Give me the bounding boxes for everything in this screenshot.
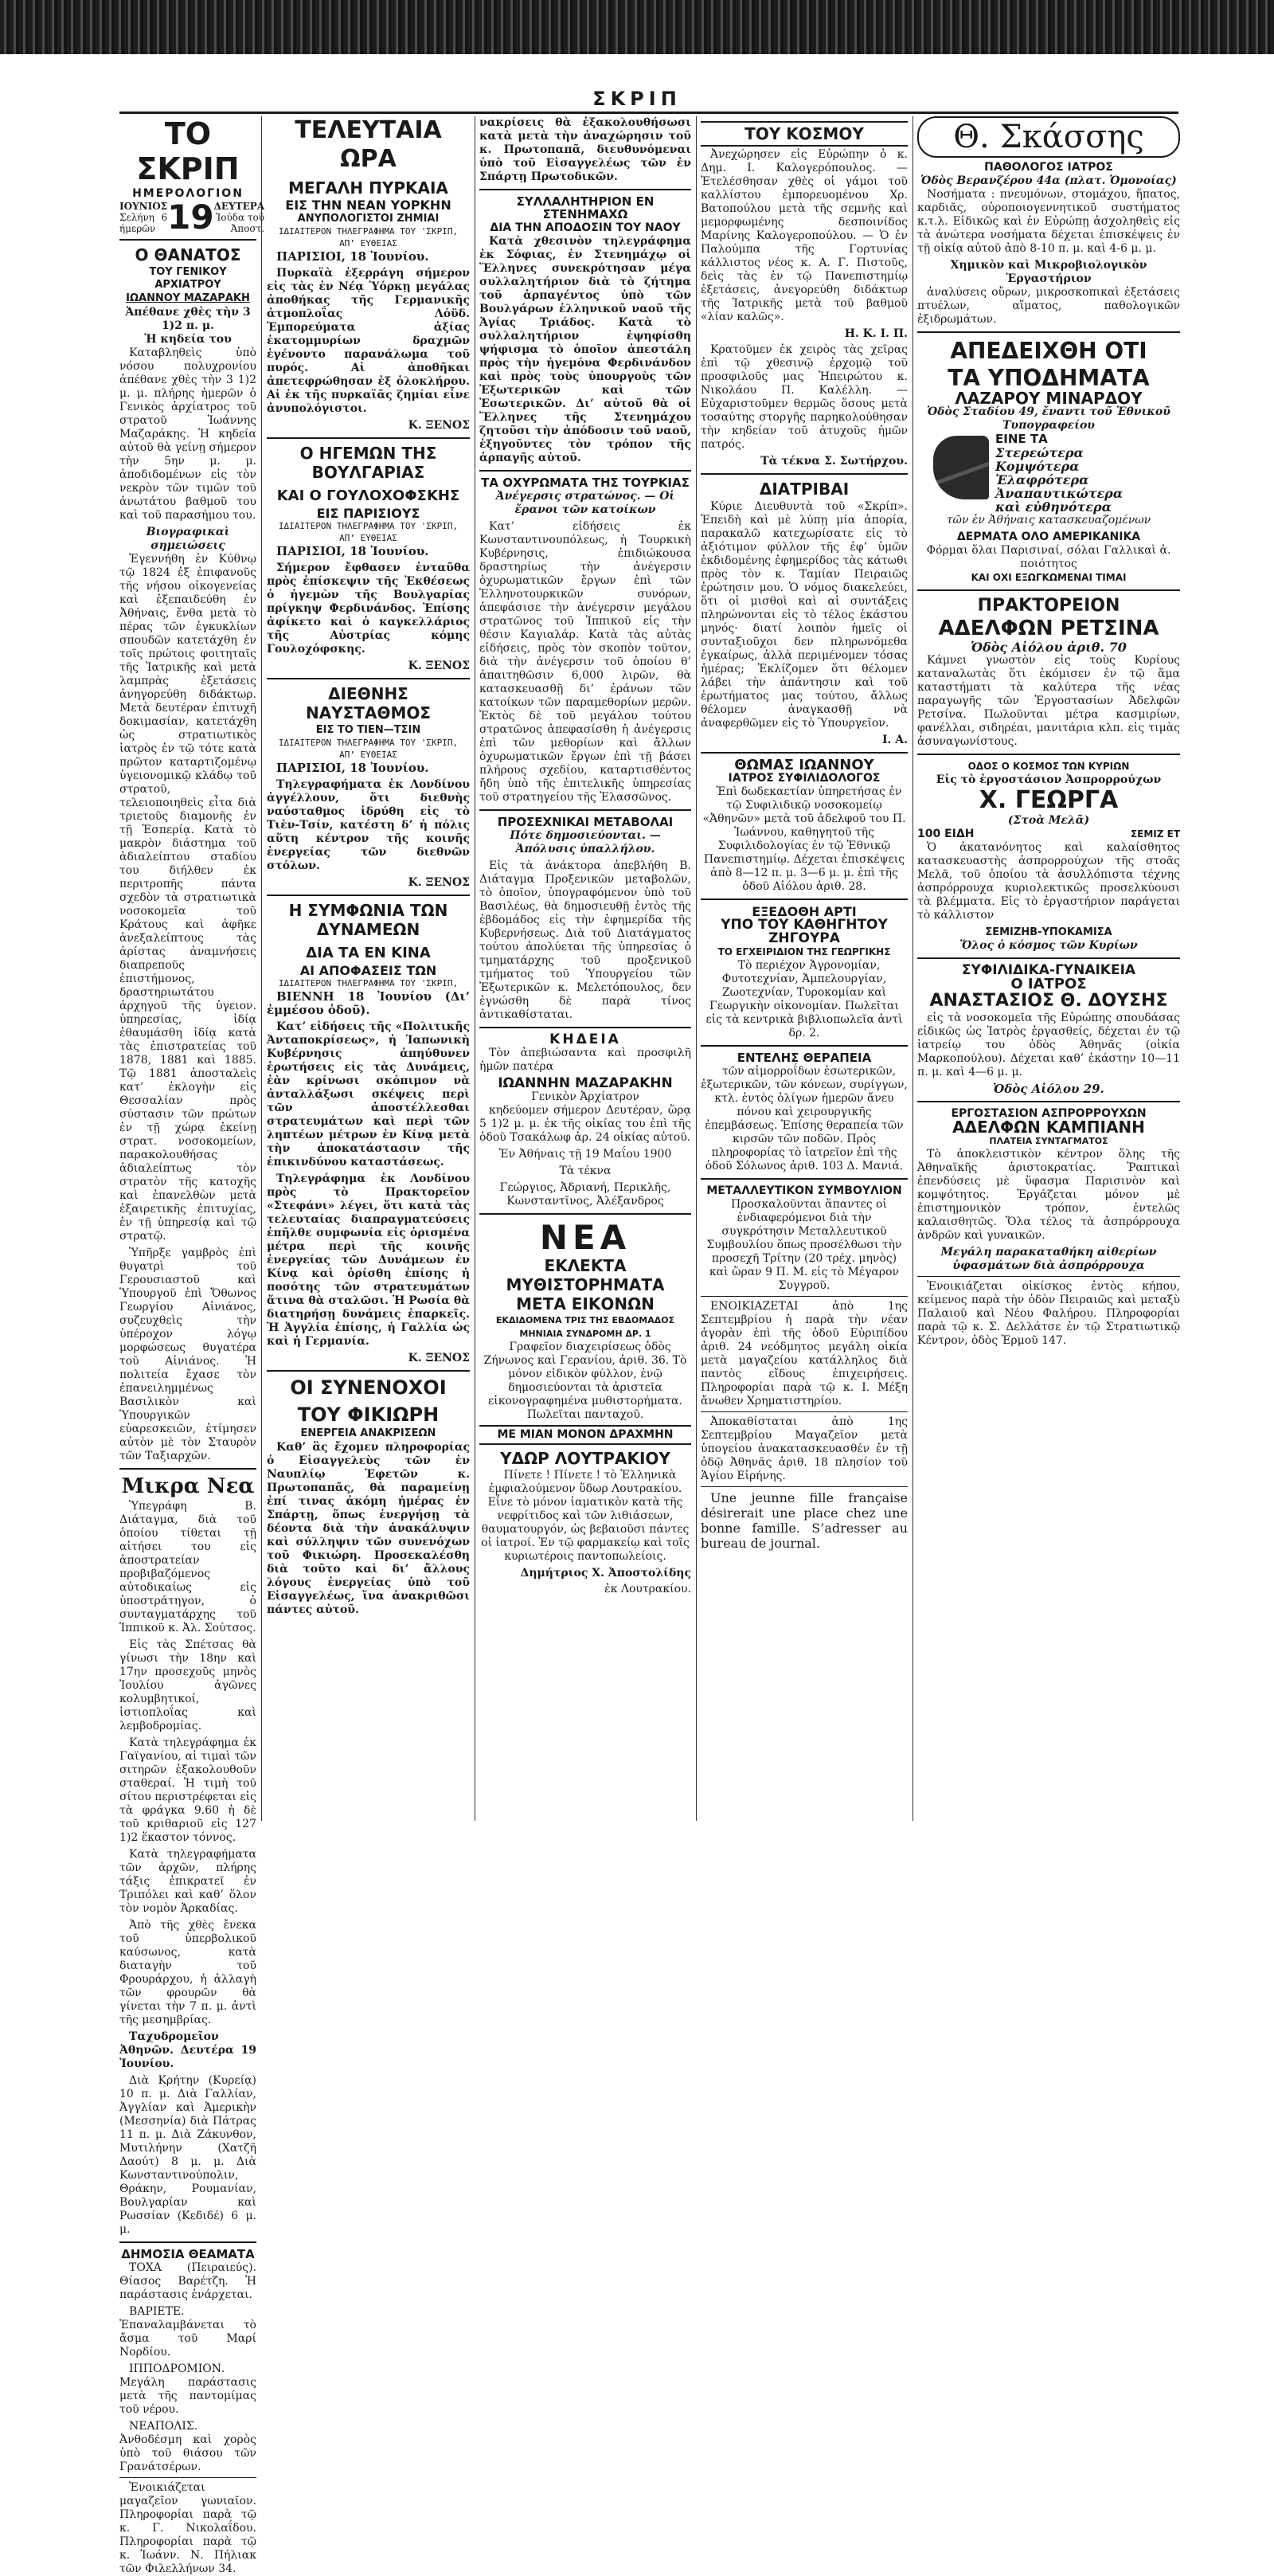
story-body: Σήμερον ἔφθασεν ἐνταῦθα πρὸς ἐπίσκεψιν τῆς Ἐκθέσεως ὁ ἡγεμὼν τῆς Βουλγαρίας πρίγκηψ Φερδινάνδος. Ἐπίσης ἀφίκετο καὶ ὁ καγκελλάριος τῆς Αὐστρίας κόμης Γουλοχόφσκης. (267, 562, 470, 656)
story-body: Τηλεγράφημα ἐκ Λονδίνου πρὸς τὸ Πρακτορεῖον «Στεφάνι» λέγει, ὅτι κατὰ τὰς τελευταίας διαπραγματεύσεις ἐπῆλθε συμφωνία εἰς ὁρισμένα μέτρα περὶ τῆς κοινῆς ἐνεργείας τῶν Δυνάμεων ἐν Κίνᾳ καὶ ὁρίσθη ἐπίσης ἡ ποσότης τῶν στρατευμάτων ἅτινα θὰ σταλῶσι. Ἡ Ρωσία θὰ διατηρήσῃ δυνάμεις ἐπαρκεῖς. Ἡ Ἀγγλία ἐπίσης, ἡ Γαλλία ὡς καὶ ἡ Γερμανία. (267, 1173, 470, 1348)
story-body: Καθ’ ἃς ἔχομεν πληροφορίας ὁ Εἰσαγγελεὺς τῶν ἐν Ναυπλίῳ Ἐφετῶν κ. Πρωτοπαπᾶς, θὰ παραμείνῃ ἐπί τινας ἀκόμη ἡμέρας ἐν Σπάρτῃ, ὅπως ἐνεργήσῃ τὰ δέοντα διὰ τὴν ἀνακάλυψιν καὶ σύλληψιν τῶν συνενόχων τοῦ Φικιώρη. Προσεκαλέσθη διὰ τοῦτο καὶ δι’ ἄλλους λόγους ἐνεργείας ὑπὸ τοῦ Εἰσαγγελέως, ἵνα ἀνακριθῶσι πάντες αὐτοῦ. (267, 1441, 470, 1616)
ad-headline: ΣΥΦΙΛΙΔΙΚΑ-ΓΥΝΑΙΚΕΙΑ (961, 962, 1136, 978)
ad-feature: Στερεώτερα (995, 445, 1084, 460)
ad-price: ΜΕ ΜΙΑΝ ΜΟΝΟΝ ΔΡΑΧΜΗΝ (479, 1425, 691, 1445)
story-headline: Ο ΗΓΕΜΩΝ ΤΗΣ ΒΟΥΛΓΑΡΙΑΣ (299, 444, 437, 482)
news-item: Κατὰ τηλεγραφήματα τῶν ἀρχῶν, πλήρης τάξις ἐπικρατεῖ ἐν Τριπόλει καὶ καθ’ ὅλον τὸν νομὸν Ἀρκαδίας. (119, 1848, 256, 1915)
ad-feature: Ἐλαφρότερα (995, 472, 1089, 487)
story-body: Κατ’ εἰδήσεις τῆς «Πολιτικῆς Ἀνταποκρίσεως», ἡ Ἰαπωνικὴ Κυβέρνησις ἀπηύθυνεν ἐρωτήσεις εἰς τὰς Δυνάμεις, ἐὰν κρίνωσι σκόπιμον νὰ ἀνταλλάξωσι σκέψεις περὶ τῶν ἀποστέλλεσθαι στρατευμάτων καὶ περὶ τῶν ληπτέων μέτρων ἐν Κίνᾳ μετὰ τὴν ἀποκατάστασιν τῆς ἐπικινδύνου καταστάσεως. (267, 1020, 470, 1169)
bio-heading: Βιογραφικαὶ σημειώσεις (146, 526, 230, 552)
divider (119, 239, 256, 241)
day-number: 19 (167, 198, 214, 237)
divider (119, 1468, 256, 1470)
divider (917, 754, 1180, 755)
ad-name: ΑΝΑΣΤΑΣΙΟΣ Θ. ΔΟΥΣΗΣ (929, 991, 1168, 1011)
divider (917, 1101, 1180, 1102)
divider (267, 1370, 470, 1372)
theatre-item: ΙΠΠΟΔΡΟΜΙΟΝ. Μεγάλη παράστασις μετὰ τῆς παντομίμας τοῦ νέρου. (119, 2363, 256, 2416)
article-paragraph: Ὑπῆρξε γαμβρὸς ἐπὶ θυγατρὶ τοῦ Γερουσιαστοῦ καὶ Ὑπουργοῦ ἐπὶ Ὄθωνος Γεωργίου Αἰνιάνος, συζευχθεὶς τὴν ὑπέροχον λόγῳ μορφώσεως θυγατέρα τοῦ Αἰνιάνος. Ἡ πολιτεία ἔχασε τὸν ἐπανειλημμένως Βασιλικὸν καὶ Ὑπουργικῶν εὐαρεσκειῶν, ἐτίμησεν αὐτὸν μὲ τὸν Σταυρὸν τῶν Ταξιαρχῶν. (119, 1247, 256, 1462)
doctor-name: Θ. Σκάσσης (917, 116, 1180, 158)
news-item: Ὑπεγράφη Β. Διάταγμα, διὰ τοῦ ὁποίου τίθεται τῇ αἰτήσει του εἰς ἀποστρατείαν προβιβαζόμενος αὐτοδικαίως εἰς ὑποστράτηγον, ὁ συνταγματάρχης τοῦ Ἱππικοῦ κ. Ἀλ. Σούτσος. (119, 1500, 256, 1634)
story-subheadline: ΕΙΣ ΤΗΝ ΝΕΑΝ ΥΟΡΚΗΝ (285, 198, 451, 213)
story-headline: ΣΥΛΛΑΛΗΤΗΡΙΟΝ ΕΝ ΣΤΕΝΗΜΑΧΩ (516, 194, 655, 221)
ad-items: ΣΕΜΙΖ ΕΤ (1130, 828, 1180, 840)
ad-feature: ΕΙΝΕ ΤΑ (995, 432, 1048, 446)
ad-subheadline: ΑΔΕΛΦΩΝ ΚΑΜΠΙΑΝΗ (952, 1118, 1145, 1137)
story-headline: ΔΙΕΘΝΗΣ ΝΑΥΣΤΑΘΜΟΣ (305, 684, 432, 722)
correspondent-signature: Κ. ΞΕΝΟΣ (408, 876, 470, 889)
month-label: ΙΟΥΝΙΟΣ (119, 201, 168, 212)
divider (701, 1178, 908, 1180)
classified-ad-french: Une jeunne fille française désirerait une place chez une bonne famille. S’adresser au bureau de journal. (701, 1490, 908, 1551)
date-box (119, 198, 265, 237)
ad-body: ἀναλύσεις οὔρων, μικροσκοπικαὶ ἐξετάσεις πτυέλων, αἵματος, παθολογικῶν ἐξιδρωμάτων. (917, 286, 1180, 326)
ad-subheadline: ΜΕΤΑ ΕΙΚΟΝΩΝ (516, 1294, 655, 1313)
shoes-ad (917, 338, 1180, 585)
divider (701, 1296, 908, 1297)
article-paragraph: Καταβληθεὶς ὑπὸ νόσου πολυχρονίου ἀπέθανε χθὲς τὴν 3 1)2 μ. μ. πλήρης ἡμερῶν ὁ Γενικὸς ἀρχίατρος τοῦ στρατοῦ Ἰωάννης Μαζαράκης. Ἡ κηδεία αὐτοῦ θὰ γείνῃ σήμερον τὴν 5ην μ. μ. ἀποδιδομένων εἰς τὸν νεκρὸν τῶν τιμῶν τοῦ ἀνωτάτου βαθμοῦ του καὶ τοῦ παρασήμου του. (119, 346, 256, 522)
theatre-heading: ΔΗΜΟΣΙΑ ΘΕΑΜΑΤΑ (121, 2247, 255, 2261)
column-5 (917, 116, 1180, 1821)
letters-heading: ΔΙΑΤΡΙΒΑΙ (759, 480, 850, 499)
ad-feature: Κομψότερα (995, 459, 1080, 474)
ad-subheadline: ΙΑΤΡΟΣ ΣΥΦΙΛΙΔΟΛΟΓΟΣ (728, 772, 881, 785)
story-headline: Η ΣΥΜΦΩΝΙΑ ΤΩΝ ΔΥΝΑΜΕΩΝ (288, 901, 448, 939)
divider (267, 437, 470, 439)
ad-headline: ΕΡΓΟΣΤΑΣΙΟΝ ΑΣΠΡΟΡΡΟΥΧΩΝ (951, 1107, 1147, 1120)
story-headline: ΤΑ ΟΧΥΡΩΜΑΤΑ ΤΗΣ ΤΟΥΡΚΙΑΣ (481, 476, 690, 490)
ad-address: Ὁδὸς Σταδίου 49, ἔναντι τοῦ Ἐθνικοῦ Τυπογραφείου (927, 405, 1170, 432)
venereal-doctor-ad (917, 964, 1180, 1096)
theatre-item: ΝΕΑΠΟΛΙΣ. Ἀνθοδέσμη καὶ χορὸς ὑπὸ τοῦ θιάσου τῶν Γρανάτσέρων. (119, 2420, 256, 2473)
water-ad (479, 1448, 691, 1596)
deceased-name: ΙΩΑΝΝΗΝ ΜΑΖΑΡΑΚΗΝ (498, 1075, 673, 1091)
divider (479, 1213, 691, 1215)
ad-subheadline: ΕΚΔΙΔΟΜΕΝΑ ΤΡΙΣ ΤΗΣ ΕΒΔΟΜΑΔΟΣ (495, 1315, 675, 1325)
funeral-notice-names: Γεώργιος, Ἀδριανή, Περικλῆς, Κωνσταντῖνος, Ἀλέξανδρος (499, 1181, 671, 1208)
doctor-role: ΠΑΘΟΛΟΓΟΣ ΙΑΤΡΟΣ (984, 161, 1113, 174)
funeral-notice-heading: ΚΗΔΕΙΑ (549, 1032, 621, 1047)
death-subheadline: ΤΟΥ ΓΕΝΙΚΟΥ ΑΡΧΙΑΤΡΟΥ (149, 266, 227, 291)
agency-ad (917, 596, 1180, 749)
post-heading: Ταχυδρομεῖον Ἀθηνῶν. Δευτέρα 19 Ἰουνίου. (119, 2030, 256, 2070)
news-item: Εἰς τὰς Σπέτσας θὰ γίνωσι τὴν 18ην καὶ 17ην προσεχοῦς μηνὸς Ἰουλίου ἀγῶνες κολυμβητικοί, ἱστιοπλοΐας καὶ λεμβοδρομίας. (119, 1638, 256, 1732)
page-masthead: ΣΚΡΙΠ (592, 88, 682, 110)
masthead-rule (119, 112, 1178, 114)
society-signature: Τὰ τέκνα Σ. Σωτήρχου. (760, 455, 908, 468)
shirts-ad (917, 760, 1180, 953)
classified-ad: Ἐνοικιάζεται μαγαζεῖον γωνιαῖον. Πληροφορίαι παρὰ τῷ κ. Γ. Νικολαΐδου. Πληροφορίαι παρὰ τῷ κ. Ἰωάνν. Ν. Πήλιακ τῶν Φιλελλήνων 34. (119, 2481, 256, 2575)
column-1 (119, 116, 265, 2575)
divider (917, 1276, 1180, 1277)
ad-body: Τὸ περιέχον Ἀγρονομίαν, Φυτοτεχνίαν, Ἀμπελουργίαν, Ζωοτεχνίαν, Τυροκομίαν καὶ Γεωργικὴν οἰκονομίαν. Πωλεῖται εἰς τὰ κεντρικὰ βιβλιοπωλεῖα ἀντὶ δρ. 2. (705, 959, 903, 1039)
divider (119, 2241, 256, 2243)
scan-edge-strip (0, 0, 1274, 54)
theatre-item: ΒΑΡΙΕΤΕ. Ἐπαναλαμβάνεται τὸ ἄσμα τοῦ Μαρί Νορδίου. (119, 2305, 256, 2359)
deceased-role: Γενικὸν Ἀρχίατρον (531, 1090, 639, 1103)
divider (267, 678, 470, 679)
ad-body: Προσκαλοῦνται ἅπαντες οἱ ἐνδιαφερόμενοι διὰ τὴν συγκρότησιν Μεταλλευτικοῦ Συμβουλίου ὅπως προσέλθωσι τὴν προσεχῆ Τρίτην (20 τρέχ. μηνὸς) καὶ ὥραν 9 Π. Μ. εἰς τὸ Μέγαρον Συγγροῦ. (706, 1198, 902, 1292)
story-headline: ΜΕΓΑΛΗ ΠΥΡΚΑΙΑ (288, 178, 448, 198)
calendar-heading: ΗΜΕΡΟΛΟΓΙΟΝ (132, 187, 244, 200)
ad-subheadline: ΛΑΖΑΡΟΥ ΜΙΝΑΡΔΟΥ (955, 389, 1143, 408)
society-heading: ΤΟΥ ΚΟΣΜΟΥ (701, 121, 908, 147)
death-headline: Ο ΘΑΝΑΤΟΣ (135, 245, 241, 264)
story-subheadline: ΕΝΕΡΓΕΙΑ ΑΝΑΚΡΙΣΕΩΝ (300, 1427, 436, 1439)
ad-address: Ὁδὸς Αἰόλου ἀριθ. 70 (971, 640, 1127, 655)
post-schedule: Διὰ Κρήτην (Κυρείᾳ) 10 π. μ. Διὰ Γαλλίαν, Ἀγγλίαν καὶ Ἀμερικὴν (Μεσσηνία) διὰ Πάτρας 11 π. μ. Διὰ Ζάκυνθον, Μυτιλήνην (Χατζῆ Δαούτ) 8 μ. μ. Διὰ Κωνσταντινούπολιν, Θράκην, Ρουμανίαν, Βουλγαρίαν καὶ Ρωσσίαν (Κεδιδέ) 6 μ. μ. (119, 2074, 256, 2236)
ad-subheadline: ΤΑ ΥΠΟΔΗΜΑΤΑ (948, 365, 1150, 391)
story-subheadline: ΕΙΣ ΤΟ ΤΙΕΝ—ΤΣΙΝ (315, 724, 421, 736)
divider (479, 189, 691, 190)
weekday-label: ΔΕΥΤΕΡΑ (213, 201, 265, 212)
news-item: Κατὰ τηλεγράφημα ἐκ Γαϊγανίου, αἱ τιμαὶ τῶν σιτηρῶν ἐξακολουθοῦν σταθεραί. Ἡ τιμὴ τοῦ σίτου περιστρέφεται εἰς τὰ φράγκα 9.60 ἡ δὲ τοῦ κριθαριοῦ εἰς 127 1)2 ἕκαστον τόννος. (119, 1736, 256, 1844)
physician-ad (917, 116, 1180, 327)
ad-name: Χ. ΓΕΩΡΓΑ (979, 786, 1119, 814)
story-headline: ΟΙ ΣΥΝΕΝΟΧΟΙ (290, 1376, 447, 1399)
lab-heading: Χημικὸν καὶ Μικροβιολογικὸν Ἐργαστήριον (950, 259, 1147, 285)
ad-feature: καὶ εὐθηνότερα (995, 499, 1112, 515)
ad-body: τῶν ἐν Ἀθήναις κατασκευαζομένων (946, 514, 1151, 527)
telegram-label: ΙΔΙΑΙΤΕΡΟΝ ΤΗΛΕΓΡΑΦΗΜΑ ΤΟΥ 'ΣΚΡΙΠ, (278, 978, 459, 989)
dateline: ΠΑΡΙΣΙΟΙ, 18 Ἰουνίου. (276, 761, 429, 775)
doctor-address: Ὁδὸς Βερανζέρου 44α (πλατ. Ὁμονοίας) (920, 174, 1177, 187)
classified-ad: ΕΝΟΙΚΙΑΖΕΤΑΙ ἀπὸ 1ης Σεπτεμβρίου ἡ παρὰ τὴν νέαν ἀγορὰν ἐπὶ τῆς ὁδοῦ Εὐριπίδου ἀριθ. 24 νεόδμητος μεγάλη οἰκία μετὰ μαγαζείου κατάλληλος διὰ παντὸς εἴδους ἐπιχειρήσεις. Πληροφορίαι παρὰ τῷ κ. Ι. Μέξη ἄνωθεν Χρηματιστηρίου. (701, 1300, 908, 1407)
society-body: Κρατοῦμεν ἐκ χειρὸς τὰς χεῖρας ἐπὶ τῷ χθεσινῷ ἐρχομῷ τοῦ προσφιλοῦς μας Ἠπειρώτου κ. Νικολάου Π. Καλέλλη. — Εὐχαριστοῦμεν θερμῶς ὅσους μετὰ τοσαύτης στοργῆς παρηκολούθησαν τὴν κηδείαν τοῦ ἀτυχοῦς ἡμῶν πατρός. (701, 343, 908, 451)
correspondent-signature: Κ. ΞΕΝΟΣ (408, 419, 470, 432)
divider (701, 473, 908, 475)
story-subheadline: ΤΟΥ ΦΙΚΙΩΡΗ (297, 1403, 440, 1426)
ad-subheadline: ΤΟ ΕΓΧΕΙΡΙΔΙΟΝ ΤΗΣ ΓΕΩΡΓΙΚΗΣ (717, 946, 891, 957)
ad-headline: ΜΕΤΑΛΛΕΥΤΙΚΟΝ ΣΥΜΒΟΥΛΙΟΝ (706, 1184, 902, 1197)
ad-body: Ἐπὶ δωδεκαετίαν ὑπηρετήσας ἐν τῷ Συφιλιδικῷ νοσοκομείῳ «Ἀθηνῶν» μετὰ τοῦ ἀδελφοῦ του Π. Ἰωάννου, καθηγητοῦ τῆς Συφιλιδολογίας ἐν τῷ Ἐθνικῷ Πανεπιστημίῳ. Δέχεται ἐπισκέψεις ἀπὸ 8—12 π. μ. 3—6 μ. μ. ἐπὶ τῆς ὁδοῦ Αἰόλου ἀριθ. 28. (702, 785, 906, 893)
story-body: Κατ’ εἰδήσεις ἐκ Κωνσταντινουπόλεως, ἡ Τουρκικὴ Κυβέρνησις, ἐπιδιώκουσα δραστηρίως τὴν ἀνέγερσιν ὀχυρωματικῶν ἔργων ἐπὶ τῶν Ἑλληνοτουρκικῶν συνόρων, ἀπεφάσισε τὴν ἀνέγερσιν μεγάλου στρατῶνος τοῦ Ἱππικοῦ εἰς τὴν θέσιν Καγιαλάρ. Κατὰ τὰς αὐτὰς εἰδήσεις, πρὸς τὸν σκοπὸν τοῦτον, διὰ τὴν ἀνέγερσιν τοῦ ὁποίου θ’ ἀπαιτηθῶσιν 6,000 λιρῶν, θὰ κατασκευασθῇ δι’ ἐράνων τῶν κατοίκων τῶν παραμεθορίων μερῶν. Ἐκτὸς δὲ τοῦ μεγάλου τούτου στρατῶνος ἀπεφασίσθη ἡ ἀνέγερσις ἐπὶ τῶν μεθορίων καὶ ἄλλων ὀχυρωματικῶν ἔργων ἐπὶ τῇ βάσει πλήρους σχεδίου, καταρτισθέντος ἤδη ὑπὸ τῆς ἐπιτελικῆς ὑπηρεσίας τοῦ στρατηγείου τῆς Ἐλασσῶνος. (479, 520, 691, 804)
ad-body: Κάμνει γνωστὸν εἰς τοὺς Κυρίους καταναλωτὰς ὅτι ἐκόμισεν ἐν τῷ ἅμα καταστήματι τὰ καλύτερα τῆς νέας παραγωγῆς τῶν Ἐργοστασίων Ἀδελφῶν Ρετσίνα. Πωλοῦνται μέτρα κασμιρίων, φανέλλαι, σιδηρέαι, μανιτάρια κλπ. εἰς τιμὰς ἀσυναγωνίστους. (917, 654, 1180, 748)
column-divider (261, 116, 262, 1821)
ad-headline: ΕΞΕΔΟΘΗ ΑΡΤΙ (752, 904, 857, 919)
ad-subheadline: ΠΛΑΤΕΙΑ ΣΥΝΤΑΓΜΑΤΟΣ (989, 1136, 1108, 1146)
funeral-notice-body: κηδεύομεν σήμερον Δευτέραν, ὥρᾳ 5 1)2 μ. μ. ἐκ τῆς οἰκίας του ἐπὶ τῆς ὁδοῦ Τσακάλωφ ἀρ. 24 οἰκίας αὐτοῦ. (479, 1104, 691, 1144)
boot-illustration (933, 436, 989, 499)
ad-address: (Στοὰ Μελᾶ) (1007, 814, 1090, 827)
ad-headline: ΕΝΤΕΛΗΣ ΘΕΡΑΠΕΙΑ (737, 1051, 872, 1065)
ad-signature: Δημήτριος Χ. Ἀποστολίδης (520, 1567, 691, 1580)
story-headline: ΠΡΟΣΕΧΝΙΚΑΙ ΜΕΤΑΒΟΛΑΙ (497, 815, 674, 829)
column-4 (701, 116, 908, 1821)
ad-body: Γραφεῖον διαχειρίσεως ὁδὸς Ζήνωνος καὶ Γερανίου, ἀριθ. 36. Τὸ μόνον εἰδικὸν φύλλον, ἐνῷ δημοσιεύονται τὰ ἀριστεῖα εἰκονογραφημένα μυθιστορήματα. Πωλεῖται πανταχοῦ. (483, 1341, 687, 1421)
moon-label: Σελήνη 6 ήμερῶν (119, 212, 168, 234)
ad-headline: ΠΡΑΚΤΟΡΕΙΟΝ (977, 596, 1120, 616)
story-body: Κατὰ χθεσινὸν τηλεγράφημα ἐκ Σόφιας, ἐν Στενημάχῳ οἱ Ἕλληνες συνεκρότησαν μέγα συλλαλητήριον διὰ τὸ ζήτημα τοῦ ἁρπαγέντος ὑπὸ τῶν Βουλγάρων ἑλληνικοῦ ναοῦ τῆς Ἁγίας Τριάδος. Κατὰ τὸ συλλαλητήριον ἐψηφίσθη ψήφισμα τὸ ὁποῖον ἀπεστάλη πρὸς τὴν ἡγεμόνα Φερδινάνδον καὶ πρὸς τοὺς ὑπουργοὺς τῶν Ἐξωτερικῶν καὶ τῶν Ἐσωτερικῶν. Δι’ αὐτοῦ θὰ οἱ Ἕλληνες τῆς Στενημάχου ζητοῦσι τὴν ἀπόδοσιν τοῦ ναοῦ, ἐξηγοῦντες τὸν τρόπον τῆς ἁρπαγῆς αὐτοῦ. (479, 235, 691, 464)
correspondent-signature: Κ. ΞΕΝΟΣ (408, 660, 470, 672)
article-paragraph: Ἐγεννήθη ἐν Κύθνῳ τῷ 1824 ἐξ ἐπιφανοῦς τῆς νήσου οἰκογενείας καὶ ἐξεπαιδεύθη ἐν Ἀθήναις, ἔνθα μετὰ τὸ πέρας τῶν ἐγκυκλίων σπουδῶν κατετάχθη ἐν τοῖς πρώτοις φοιτηταῖς τῆς Ἰατρικῆς καὶ μετὰ λαμπρὰς ἐξετάσεις ἀνηγορεύθη διδάκτωρ. Μετὰ δευτέραν ἐπιτυχῆ δοκιμασίαν, κατετάχθη ὡς στρατιωτικὸς ἰατρὸς ἐν τῷ τότε κατὰ πρῶτον καταρτιζομένῳ ὑγειονομικῷ κλάδῳ τοῦ στρατοῦ, τελειοποιηθεὶς εἶτα διὰ τριετοῦς διαμονῆς ἐν τῇ Ἑσπερίᾳ. Κατὰ τὸ μακρὸν διάστημα τοῦ ἀδιαλείπτου σταδίου του διήλθεν ἐκ περιτροπῆς πάντα σχεδὸν τὰ στρατιωτικὰ νοσοκομεῖα τοῦ Κράτους καὶ ἀφῆκε ἀνεξαλείπτους τὰς ἀρίστας ἀναμνήσεις διαπρεποῦς ἐπιστήμονος, δραστηριωτάτου ἀρχηγοῦ τῆς ὑγειον. ὑπηρεσίας, ἰδίᾳ ἐθαυμάσθη ἰδίᾳ κατὰ τὰς ἐπιστρατείας τοῦ 1878, 1881 καὶ 1885. Τῷ 1881 ἀποσταλεὶς κατ’ ἐκλογὴν εἰς Θεσσαλίαν πρὸς σύστασιν τῶν πρώτων ἐν τῇ χώρᾳ ἐκείνῃ στρατ. νοσοκομείων, παρακολουθήσας ἀδιαλείπτως τὸν στρατὸν τῆς κατοχῆς καὶ ἐπανελθὼν μετὰ ἐξαιρετικῆς ἐπιτυχίας, ἐν τῇ ὑπηρεσίᾳ καὶ τῷ στρατῷ. (119, 553, 256, 1243)
story-body: Εἰς τὰ ἀνάκτορα ἀπεβλήθη Β. Διάταγμα Προξενικῶν μεταβολῶν, τὸ ὁποῖον, ὑπογραφόμενον ὑπὸ τοῦ Βασιλέως, θὰ δημοσιευθῇ ἐντὸς τῆς ἑβδομάδος εἰς τὴν ἐφημερίδα τῆς Κυβερνήσεως. Διὰ τοῦ Διατάγματος τούτου ἀπολύεται τῆς ὑπηρεσίας ὁ τμηματάρχης τοῦ προξενικοῦ τμήματος τοῦ Ὑπουργείου τῶν Ἐξωτερικῶν κ. Μελετόπουλος, δεν ἐγνώσθη δὲ παρὰ τίνος ἀντικαθίσταται. (479, 859, 691, 1021)
ad-headline: ΟΔΟΣ Ο ΚΟΣΜΟΣ ΤΩΝ ΚΥΡΙΩΝ (967, 761, 1130, 772)
theatre-item: ΤΟΧΑ (Πειραιεύς). Θίασος Βαρέτζη. Ἡ παράστασις ἐνάρχεται. (119, 2261, 256, 2301)
letter-body: Κύριε Διευθυντὰ τοῦ «Σκρίπ». Ἐπειδὴ καὶ μὲ λύπῃ μία ἀπορία, παρακαλῶ κατεχωρίσατε εἰς τὸ ἀξιότιμον φύλλον τῆς ἐφ’ ὑμῶν ἐκδιδομένης ἐφημερίδος τὰς κάτωθι πρὸς τὸν κ. Ταμίαν Πειραιῶς ἐρώτησιν μου. Ὁ νόμος διακελεύει, ὅτι οἱ μισθοὶ καὶ αἱ συντάξεις πληρώνονται εἰς τὸ τέλος ἑκάστου μηνός· διατί λοιπὸν ἡμεῖς οἱ συνταξιοῦχοι δεν πληρωνόμεθα ἐγκαίρως, ἀλλὰ περιμένομεν τόσας ἡμέρας; Ἐκλίζομεν ὅτι θέλομεν λάβει τὴν ἀπάντησιν καὶ τοῦ ἐρωτήματος μας τούτου, ἄλλως θέλομεν ἀναγκασθῇ νὰ ἀναφερθῶμεν εἰς τὸ Ὑπουργεῖον. (701, 500, 908, 730)
story-intro: Ἀνέγερσις στρατώνος. — Οἱ ἔρανοι τῶν κατοίκων (495, 490, 675, 516)
story-subheadline: ΔΙΑ ΤΗΝ ΑΠΟΔΟΣΙΝ ΤΟΥ ΝΑΟΥ (490, 221, 681, 234)
story-continuation: νακρίσεις θὰ ἐξακολουθήσωσι κατὰ μετὰ τὴν ἀναχώρησιν τοῦ κ. Πρωτοπαπᾶ, διευθυνόμεναι ὑπὸ τοῦ Εἰσαγγελέως τῶν ἐν Σπάρτῃ Πρωτοδικῶν. (479, 116, 691, 183)
story-subheadline: ΑΝΥΠΟΛΟΓΙΣΤΟΙ ΖΗΜΙΑΙ (297, 213, 440, 225)
story-intro: Πότε δημοσιεύονται. — Ἀπόλυσις ὑπαλλήλου. (510, 829, 661, 855)
divider (701, 898, 908, 900)
ad-highlight: ΣΕΜΙΖΗΒ-ΥΠΟΚΑΜΙΣΑ (985, 926, 1112, 938)
story-subheadline: ΕΙΣ ΠΑΡΙΣΙΟΥΣ (316, 506, 420, 521)
society-body: Ἀνεχώρησεν εἰς Εὐρώπην ὁ κ. Δημ. Ι. Καλογερόπουλος. — Ἐτελέσθησαν χθὲς οἱ γάμοι τοῦ καλλίστου ἐμπορευομένου Χρ. Βατοπούλου μετὰ τῆς σεμνῆς καὶ μεμορφωμένης δεσποινίδος Μαρίνης Καλογεροπούλου. — Ὁ ἐν Παλούμπα τῆς Γορτυνίας κάλλιστος νέος κ. Α. Γ. Πιστοῦς, δεὶς τὰς ἐν τῷ Πανεπιστημίῳ ἐξετάσεις, ἀνεγορεύθη διδάκτωρ τῆς Ἰατρικῆς μετὰ τοῦ βαθμοῦ «λίαν καλῶς». (701, 148, 908, 323)
ad-subheadline: ΥΠΟ ΤΟΥ ΚΑΘΗΓΗΤΟΥ ΖΗΓΟΥΡΑ (721, 917, 888, 946)
divider (479, 809, 691, 811)
story-body: Τηλεγραφήματα ἐκ Λονδίνου ἀγγέλλουν, ὅτι διεθνὴς ναύσταθμος ἱδρύθη εἰς τὸ Τιὲν-Τσίν, κατέστη δ’ ἡ πόλις αὕτη κέντρον τῆς κοινῆς ἐνεργείας τῶν διεθνῶν στόλων. (267, 778, 470, 872)
story-subheadline: ΑΙ ΑΠΟΦΑΣΕΙΣ ΤΩΝ (299, 963, 437, 978)
dateline: ΠΑΡΙΣΙΟΙ, 18 Ἰουνίου. (276, 544, 429, 558)
ad-body: Πίνετε ! Πίνετε ! τὸ Ἑλληνικὰ ἐμφιαλούμενον ὕδωρ Λουτρακίου. Εἶνε τὸ μόνον ἱαματικὸν κατὰ τῆς νεφρίτιδος καὶ τῶν λιθιάσεων, θαυματουργόν, ὡς βεβαιοῦσι πάντες οἱ ἰατροί. Ἐν τῷ φαρμακείῳ καὶ τοῖς κυριωτέροις παντοπωλείοις. (481, 1469, 690, 1563)
classified-ad: Ἐνοικιάζεται οἰκίσκος ἐντὸς κήπου, κείμενος παρὰ τὴν ὁδὸν Πειραιῶς καὶ μεταξὺ Παλαιοῦ καὶ Νέου Φαλήρου. Πληροφορίαι παρὰ τῷ κ. Σ. Δελλάτσε ἐν τῷ Στρατιωτικῷ Κέντρον, ὁδὸς Ἑρμοῦ 147. (917, 1280, 1180, 1347)
ad-body: τῶν αἱμορροΐδων ἐσωτερικῶν, ἐξωτερικῶν, τῶν κόνεων, συρίγγων, κτλ. ἐντὸς ὀλίγων ἡμερῶν ἄνευ πόνου καὶ χειρουργικῆς ἐπεμβάσεως. Ἐπίσης θεραπεία τῶν κιρσῶν τῶν ποδῶν. Πρὸς πληροφορίας τὸ ἰατρεῖον ἐπὶ τῆς ὁδοῦ Σόλωνος ἀριθ. 103 Δ. Μανιά. (701, 1065, 908, 1173)
correspondent-signature: Κ. ΞΕΝΟΣ (408, 1352, 470, 1364)
mining-ad (701, 1184, 908, 1293)
story-subheadline: ΔΙΑ ΤΑ ΕΝ ΚΙΝΑ (306, 945, 431, 961)
died-line: Ἀπέθανε χθὲς τὴν 3 1)2 π. μ. (125, 306, 251, 332)
divider (917, 589, 1180, 591)
divider (701, 1411, 908, 1412)
funeral-notice-family: Τὰ τέκνα (559, 1165, 612, 1177)
factory-ad (917, 1107, 1180, 1273)
ad-highlight: ΚΑΙ ΟΧΙ ΕΞΩΓΚΩΜΕΝΑΙ ΤΙΜΑΙ (971, 572, 1127, 583)
telegram-direct: ΑΠ’ ΕΥΘΕΙΑΣ (339, 533, 397, 543)
ad-subheadline: ΕΚΛΕΚΤΑ ΜΥΘΙΣΤΟΡΗΜΑΤΑ (506, 1256, 665, 1294)
death-name: ΙΩΑΝΝΟΥ ΜΑΖΑΡΑΚΗ (126, 292, 250, 304)
ad-body: Φόρμαι ὅλαι Παρισιναί, σόλαι Γαλλικαὶ ἁ. ποιότητος (926, 544, 1171, 570)
ad-headline: ΑΠΕΔΕΙΧΘΗ ΟΤΙ (950, 338, 1147, 364)
divider (119, 2477, 256, 2478)
dateline: ΒΙΕΝΝΗ 18 Ἰουνίου (Δι’ ἐμμέσου ὁδοῦ). (267, 989, 470, 1017)
divider (701, 1486, 908, 1487)
ad-address: Ὁδὸς Αἰόλου 29. (993, 1082, 1104, 1096)
society-initials: Η. Κ. Ι. Π. (844, 327, 908, 340)
ad-subheadline: Εἰς τὸ ἐργοστάσιον Ἀσπρορρούχων (936, 773, 1162, 786)
ad-subheadline: ΜΗΝΙΑΙΑ ΣΥΝΔΡΟΜΗ ΔΡ. 1 (519, 1329, 651, 1339)
ad-tagline: Ὅλος ὁ κόσμος τῶν Κυρίων (959, 939, 1138, 952)
ad-headline: ΥΔΩΡ ΛΟΥΤΡΑΚΙΟΥ (500, 1449, 670, 1468)
dateline: ΠΑΡΙΣΙΟΙ, 18 Ἰουνίου. (276, 249, 429, 264)
ad-headline: ΝΕΑ (539, 1218, 631, 1257)
column-3 (479, 116, 691, 1821)
ad-signature-place: ἐκ Λουτρακίου. (604, 1583, 691, 1595)
doctor-ad (701, 758, 908, 894)
divider (701, 752, 908, 754)
ad-body: Νοσήματα : πνευμόνων, στομάχου, ἥπατος, καρδιᾶς, οὐροποιογεννητικοῦ συστήματος κ.τ.λ. Εἰδικῶς καὶ ἐν Εὐρώπῃ ἀσχοληθεὶς εἰς τὰ ἀνώτερα νοσήματα δέχεται ἐπισκέψεις ἐν τῇ οἰκίᾳ αὐτοῦ ἀπὸ 8-10 π. μ. καὶ 4-6 μ. μ. (917, 188, 1180, 255)
newspaper-title: ΤΟ ΣΚΡΙΠ (136, 116, 240, 186)
short-news-heading: Μικρα Νεα (121, 1474, 255, 1498)
divider (917, 957, 1180, 959)
therapy-ad (701, 1051, 908, 1173)
telegram-direct: ΑΠ’ ΕΥΘΕΙΑΣ (339, 238, 397, 249)
latest-news-title: ΤΕΛΕΥΤΑΙΑ ΩΡΑ (295, 116, 442, 173)
story-body: Πυρκαϊὰ ἐξερράγη σήμερον εἰς τὰς ἐν Νέᾳ Ὑόρκῃ μεγάλας ἀποθήκας τῆς Γερμανικῆς ἀτμοπλοΐας Λόϋδ. Ἐμπορεύματα ἀξίας ἑκατομμυρίων δραχμῶν ἐγένοντο παρανάλωμα τοῦ πυρός. Αἱ ἀποθῆκαι ἀπετεφρώθησαν ἐξ ὁλοκλήρου. Αἱ ἐκ τῆς πυρκαϊᾶς ζημίαι εἶνε ἀνυπολόγιστοι. (267, 267, 470, 415)
ad-feature: Ἀναπαυτικώτερα (995, 486, 1124, 501)
ad-headline: ΘΩΜΑΣ ΙΩΑΝΝΟΥ (734, 757, 874, 773)
novels-ad (479, 1219, 691, 1445)
divider (267, 895, 470, 896)
ad-body: Τὸ ἀποκλειστικὸν κέντρον ὅλης τῆς Ἀθηναϊκῆς ἀριστοκρατίας. Ῥαπτικαὶ ἐπενδύσεις μὲ ὕφασμα Παρισινὸν καὶ κομψότητος. Ἐργάζεται μόνον μὲ ἐπιστημονικὸν τρόπον, ἐντελῶς καλαισθητῶς. Ὅλα τέλος τὰ ἀσπρόρρουχα ἀνδρῶν καὶ γυναικῶν. (917, 1148, 1180, 1242)
divider (479, 1027, 691, 1028)
ad-items: 100 ΕΙΔΗ (917, 828, 975, 840)
divider (479, 470, 691, 472)
column-2 (267, 116, 470, 1821)
telegram-label: ΙΔΙΑΙΤΕΡΟΝ ΤΗΛΕΓΡΑΦΗΜΑ ΤΟΥ 'ΣΚΡΙΠ, (278, 226, 459, 237)
divider (701, 1045, 908, 1047)
ad-subheadline: ΑΔΕΛΦΩΝ ΡΕΤΣΙΝΑ (938, 617, 1159, 640)
story-subheadline: ΚΑΙ Ο ΓΟΥΛΟΧΟΦΣΚΗΣ (276, 487, 460, 504)
saint-label: Ἰούδα τοῦ Ἀποστ. (215, 212, 265, 234)
ad-subheadline: Ο ΙΑΤΡΟΣ (1010, 976, 1087, 992)
ad-body: Ὁ ἀκατανόνητος καὶ καλαίσθητος κατασκευαστὴς ἀσπρορρούχων τῆς στοᾶς Μελᾶ, τοῦ ὁποίου τὰ ἀσυλλόπιστα τέχνης ἀσπρόρρουχα κυριολεκτικῶς προσελκύουσι τὰ βλέμματα. Εἰς τὸ ἐργαστήριον παράγεται τὸ κάλλιστον (917, 841, 1180, 922)
ad-highlight: ΔΕΡΜΑΤΑ ΟΛΟ ΑΜΕΡΙΚΑΝΙΚΑ (956, 530, 1141, 543)
letter-signature: Ι. Α. (881, 734, 908, 746)
news-item: Ἀπὸ τῆς χθὲς ἔνεκα τοῦ ὑπερβολικοῦ καύσωνος, κατὰ διαταγὴν τοῦ Φρουράρχου, ἡ ἀλλαγὴ τῶν φρουρῶν θὰ γίνεται τὴν 7 π. μ. ἀντὶ τῆς μεσημβρίας. (119, 1919, 256, 2026)
funeral-notice-date: Ἐν Ἀθήναις τῇ 19 Μαΐου 1900 (498, 1148, 672, 1161)
book-ad (701, 905, 908, 1040)
divider (917, 331, 1180, 333)
column-divider (696, 116, 697, 1821)
ad-body: εἰς τὰ νοσοκομεῖα τῆς Εὐρώπης σπουδάσας εἰδικῶς ὡς Ἰατρὸς ἐργασθείς, δέχεται ἐν τῷ ἰατρείῳ του ὁδὸς Ἀθηνᾶς (οἰκία Μαρκοπούλου). Δέχεται καθ’ ἑκάστην 10—11 π. μ. καὶ 4—6 μ. μ. (917, 1012, 1180, 1079)
telegram-label: ΙΔΙΑΙΤΕΡΟΝ ΤΗΛΕΓΡΑΦΗΜΑ ΤΟΥ 'ΣΚΡΙΠ, (278, 738, 459, 748)
funeral-notice-body: Τὸν ἀπεβιώσαντα καὶ προσφιλῆ ἡμῶν πατέρα (479, 1047, 691, 1073)
funeral-line: Ἡ κηδεία του (144, 333, 232, 346)
classified-ad: Ἀποκαθίσταται ἀπὸ 1ης Σεπτεμβρίου Μαγαζεῖον μετὰ ὑπογείου ἀνακατασκευασθέν ἐν τῇ ὁδῷ Ἀθηνᾶς ἀριθ. 18 πλησίον τοῦ Ἁγίου Εἰρήνης. (701, 1415, 908, 1482)
ad-highlight: Μεγάλη παρακαταθήκη αἰθερίων ὑφασμάτων διὰ ἀσπρόρρουχα (940, 1246, 1157, 1272)
telegram-direct: ΑΠ’ ΕΥΘΕΙΑΣ (339, 750, 397, 760)
telegram-label: ΙΔΙΑΙΤΕΡΟΝ ΤΗΛΕΓΡΑΦΗΜΑ ΤΟΥ 'ΣΚΡΙΠ, (278, 521, 459, 531)
